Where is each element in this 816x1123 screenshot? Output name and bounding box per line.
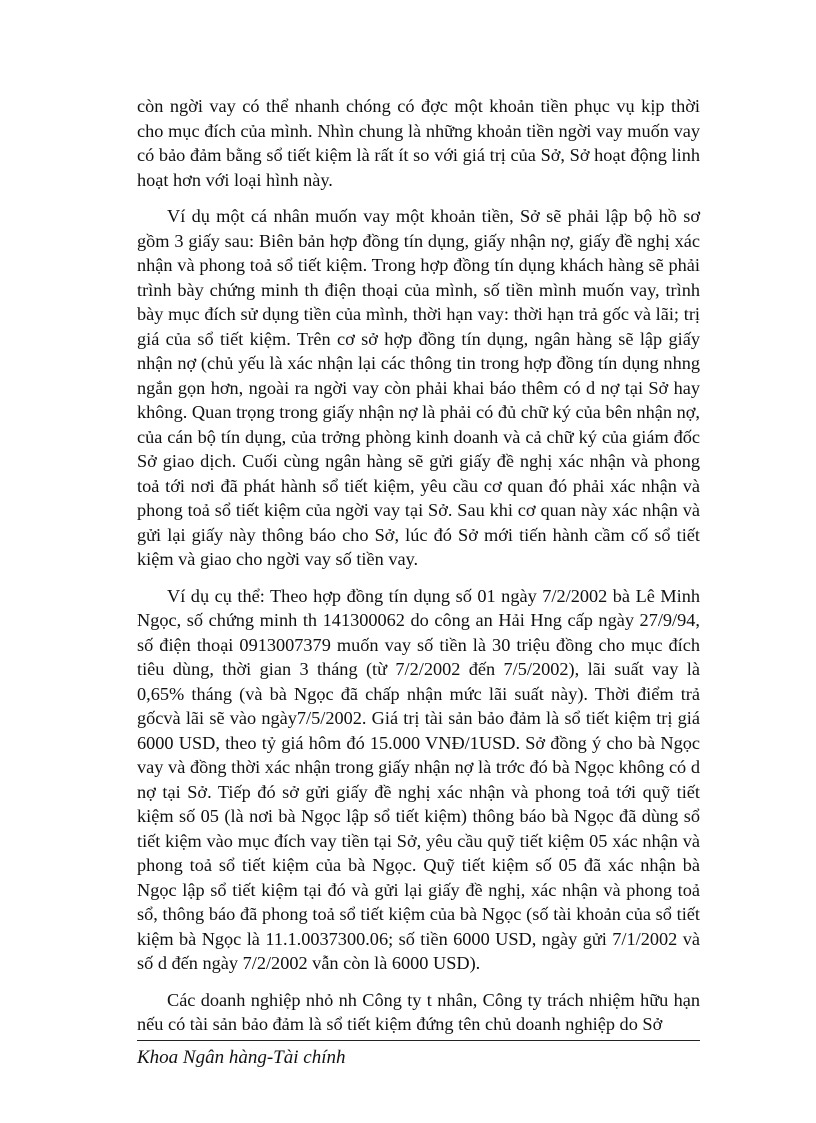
document-body bbox=[137, 94, 700, 1049]
paragraph-3: Ví dụ cụ thể: Theo hợp đồng tín dụng số 01 ngày 7/2/2002 bà Lê Minh Ngọc, số chứng minh th 141300062 do công an Hải Hng cấp ngày 27/9/94, số điện thoại 0913007379 muốn vay số tiền là 30 triệu đồng cho mục đích tiêu dùng, thời gian 3 tháng (từ 7/2/2002 đến 7/5/2002), lãi suất vay là 0,65% tháng (và bà Ngọc đã chấp nhận mức lãi suất này). Thời điểm trả gốcvà lãi sẽ vào ngày7/5/2002. Giá trị tài sản bảo đảm là sổ tiết kiệm trị giá 6000 USD, theo tỷ giá hôm đó 15.000 VNĐ/1USD. Sở đồng ý cho bà Ngọc vay và đồng thời xác nhận trong giấy nhận nợ là trớc đó bà Ngọc không có d nợ tại Sở. Tiếp đó sở gửi giấy đề nghị xác nhận và phong toả tới quỹ tiết kiệm số 05 (là nơi bà Ngọc lập sổ tiết kiệm) thông báo bà Ngọc đã dùng sổ tiết kiệm vào mục đích vay tiền tại Sở, yêu cầu quỹ tiết kiệm 05 xác nhận và phong toả sổ tiết kiệm của bà Ngọc. Quỹ tiết kiệm số 05 đã xác nhận bà Ngọc lập sổ tiết kiệm tại đó và gửi lại giấy đề nghị, xác nhận và phong toả sổ, thông báo đã phong toả sổ tiết kiệm của bà Ngọc (số tài khoản của sổ tiết kiệm bà Ngọc là 11.1.0037300.06; số tiền 6000 USD, ngày gửi 7/1/2002 và số d đến ngày 7/2/2002 vẫn còn là 6000 USD). bbox=[137, 585, 700, 973]
footer-divider bbox=[137, 1040, 700, 1041]
paragraph-1: còn ngời vay có thể nhanh chóng có đợc một khoản tiền phục vụ kịp thời cho mục đích của mình. Nhìn chung là những khoản tiền ngời vay muốn vay có bảo đảm bằng sổ tiết kiệm là rất ít so với giá trị của Sở, Sở hoạt động linh hoạt hơn với loại hình này. bbox=[137, 96, 700, 190]
paragraph-2: Ví dụ một cá nhân muốn vay một khoản tiền, Sở sẽ phải lập bộ hồ sơ gồm 3 giấy sau: Biên bản hợp đồng tín dụng, giấy nhận nợ, giấy đề nghị xác nhận và phong toả sổ tiết kiệm. Trong hợp đồng tín dụng khách hàng sẽ phải trình bày chứng minh th điện thoại của mình, số tiền mình muốn vay, trình bày mục đích sử dụng tiền của mình, thời hạn vay: thời hạn trả gốc và lãi; trị giá của sổ tiết kiệm. Trên cơ sở hợp đồng tín dụng, ngân hàng sẽ lập giấy nhận nợ (chủ yếu là xác nhận lại các thông tin trong hợp đồng tín dụng nhng ngắn gọn hơn, ngoài ra ngời vay còn phải khai báo thêm có d nợ tại Sở hay không. Quan trọng trong giấy nhận nợ là phải có đủ chữ ký của bên nhận nợ, của cán bộ tín dụng, của trởng phòng kinh doanh và cả chữ ký của giám đốc Sở giao dịch. Cuối cùng ngân hàng sẽ gửi giấy đề nghị xác nhận và phong toả tới nơi đã phát hành sổ tiết kiệm, yêu cầu cơ quan đó phải xác nhận và phong toả sổ tiết kiệm của ngời vay tại Sở. Sau khi cơ quan này xác nhận và gửi lại giấy này thông báo cho Sở, lúc đó Sở mới tiến hành cầm cố sổ tiết kiệm và giao cho ngời vay số tiền vay. bbox=[137, 206, 700, 569]
paragraph-4: Các doanh nghiệp nhỏ nh Công ty t nhân, Công ty trách nhiệm hữu hạn nếu có tài sản bảo đảm là sổ tiết kiệm đứng tên chủ doanh nghiệp do Sở bbox=[137, 989, 700, 1034]
footer-text: Khoa Ngân hàng-Tài chính bbox=[137, 1047, 346, 1068]
